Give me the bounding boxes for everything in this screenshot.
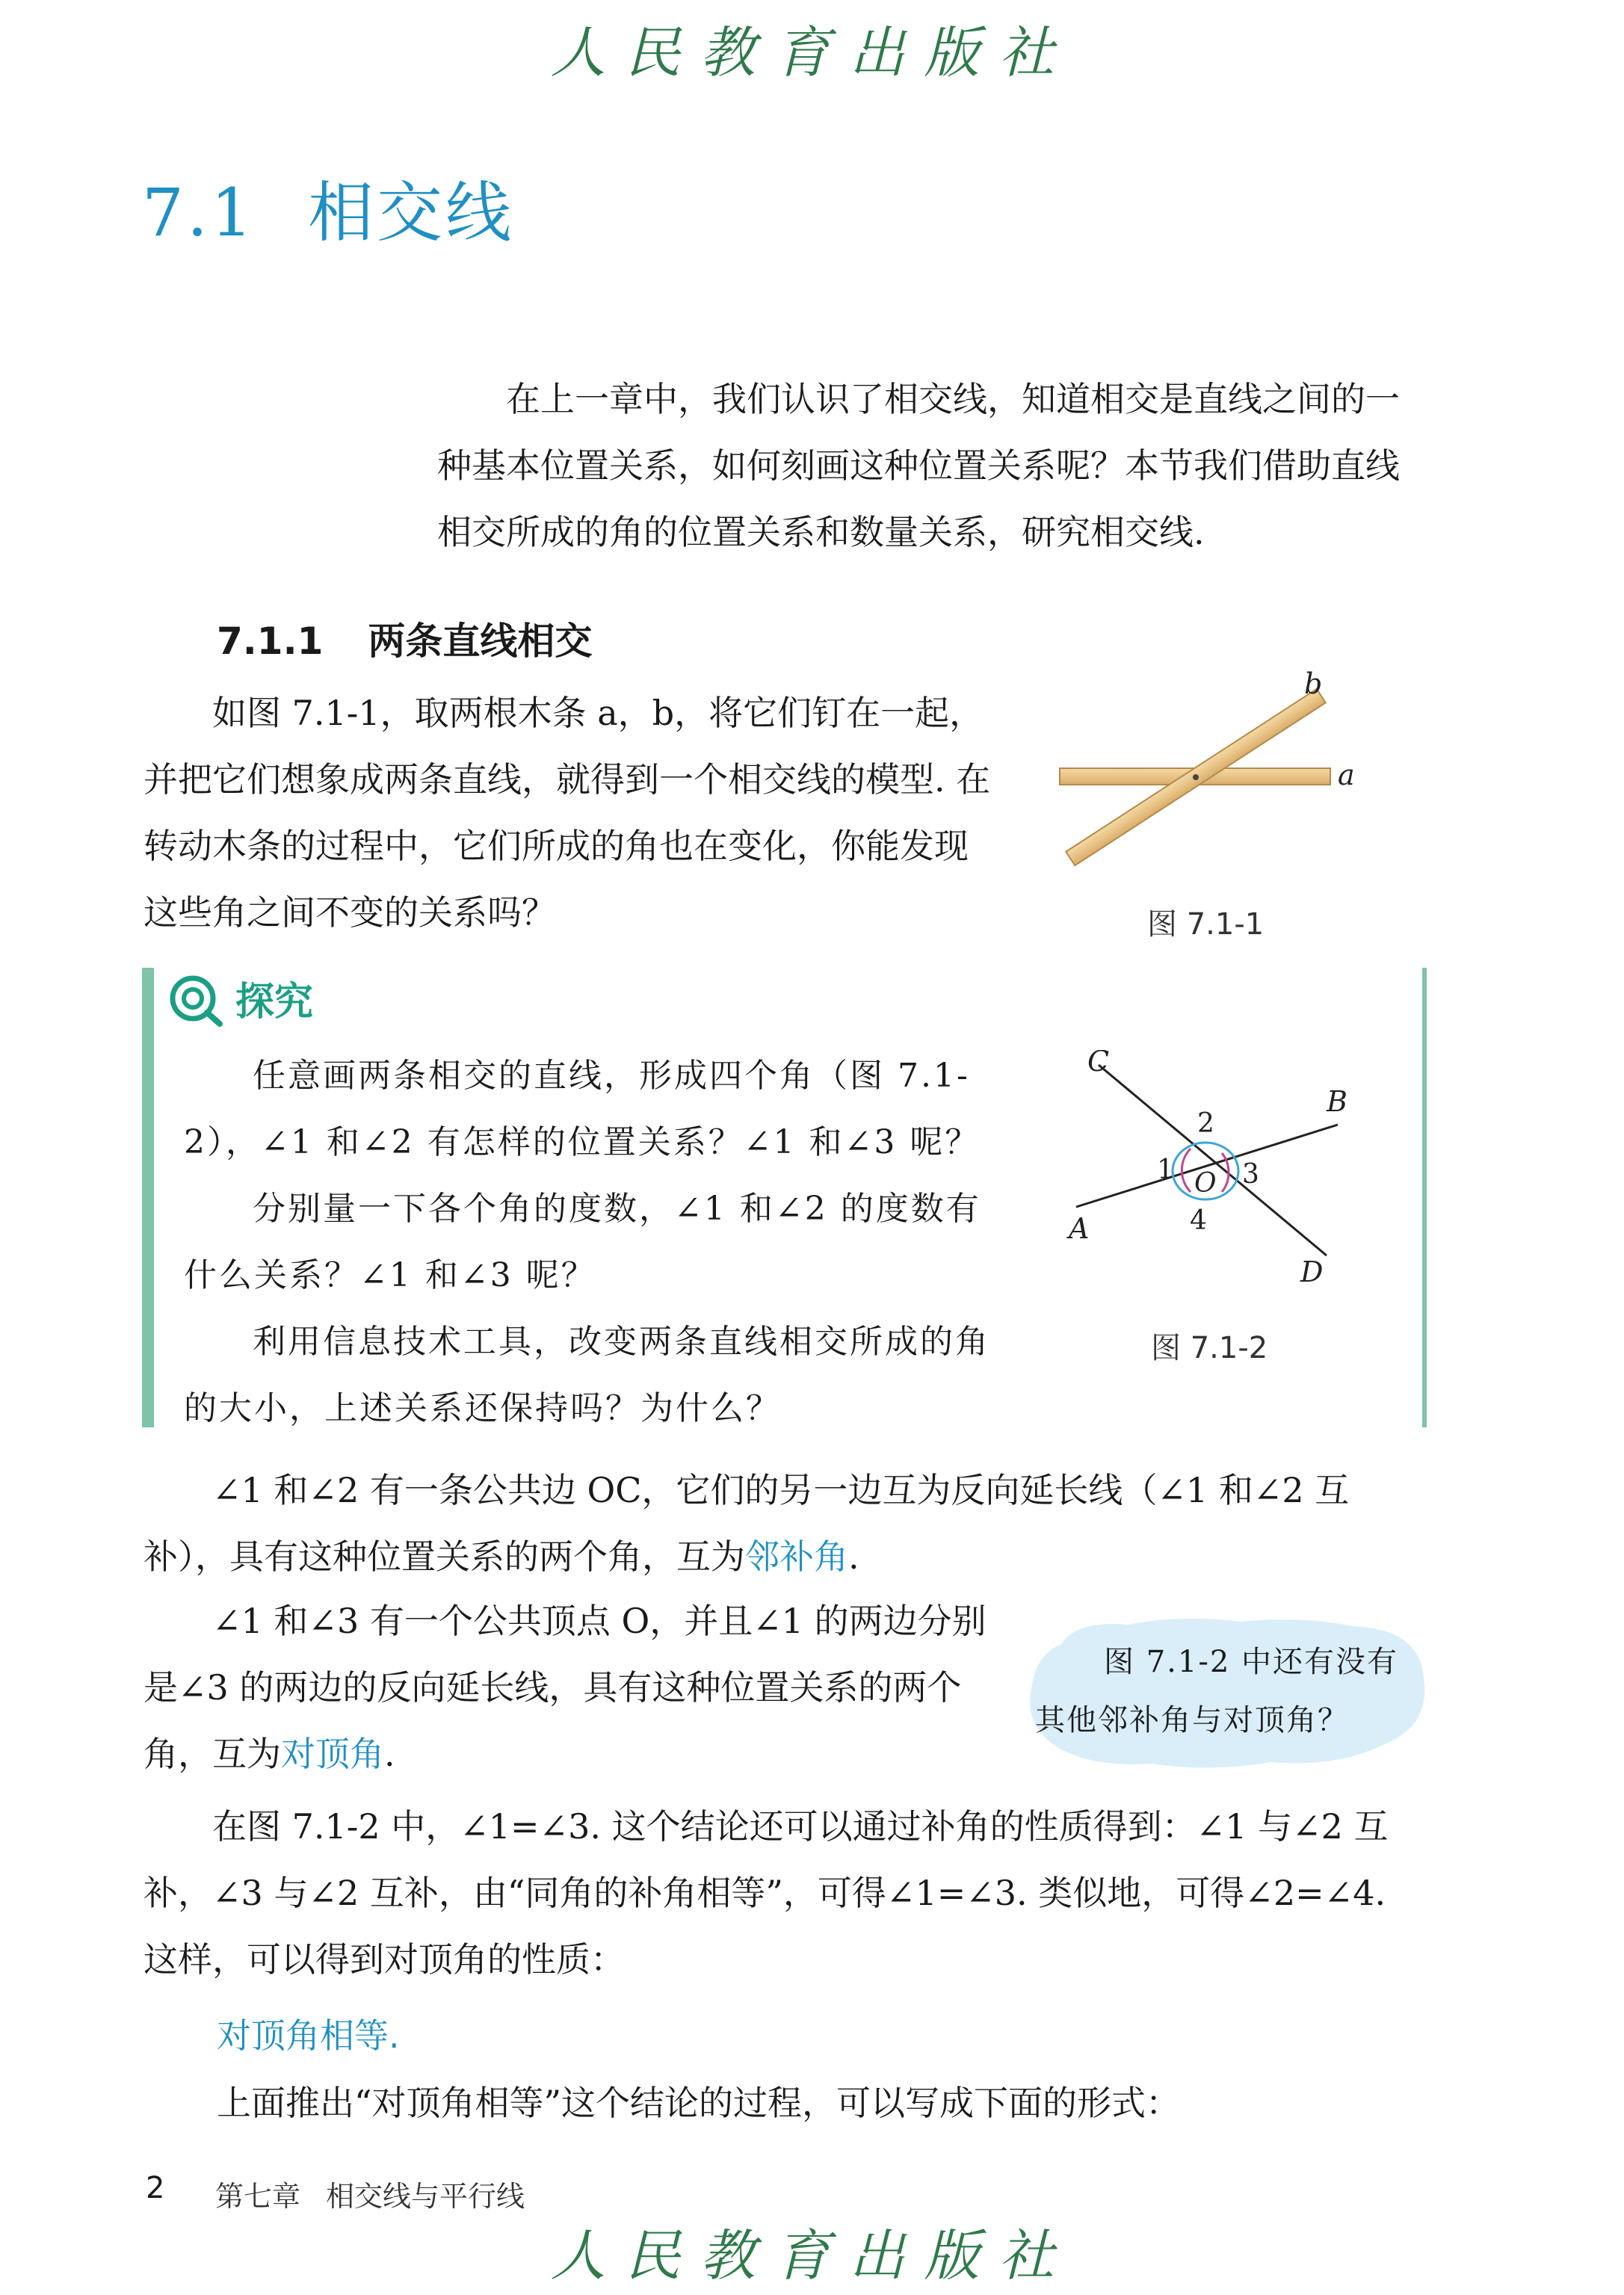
subsection-title xyxy=(217,611,592,665)
angle-label-2: 2 xyxy=(1197,1108,1214,1139)
label-b: b xyxy=(1304,667,1323,700)
publisher-watermark-bottom: 人民教育出版社 xyxy=(550,2224,1074,2288)
publisher-watermark: 人民教育出版社 xyxy=(550,21,1074,85)
paragraph-3 xyxy=(143,1588,995,1788)
explore-content xyxy=(184,1043,998,1442)
paragraph-1: 如图 7.1-1，取两根木条 a，b，将它们钉在一起，并把它们想象成两条直线，就得到一个相交线的模型. 在转动木条的过程中，它们所成的角也在变化，你能发现这些角之间不变的关系吗？ xyxy=(143,693,991,933)
point-d: D xyxy=(1300,1255,1324,1288)
subsection-number: 7.1.1 xyxy=(217,620,324,663)
paragraph-2 xyxy=(143,1457,1429,1590)
section-name: 相交线 xyxy=(307,174,514,251)
point-o: O xyxy=(1194,1168,1217,1199)
section-title xyxy=(142,161,514,255)
explore-right-border xyxy=(1422,968,1427,1427)
explore-title: 探究 xyxy=(235,980,314,1025)
vertical-angles-property: 对顶角相等. xyxy=(217,2016,400,2056)
chapter-number: 第七章 xyxy=(215,2180,301,2213)
point-b: B xyxy=(1327,1085,1347,1118)
explore-line-2: 分别量一下各个角的度数，∠1 和∠2 的度数有什么关系？∠1 和∠3 呢？ xyxy=(184,1190,981,1294)
figure-1-caption: 图 7.1-1 xyxy=(1147,907,1265,942)
point-c: C xyxy=(1087,1050,1110,1078)
angle-label-1: 1 xyxy=(1157,1155,1174,1185)
label-a: a xyxy=(1338,759,1355,791)
nail-icon xyxy=(1193,774,1199,780)
cloud-note: 图 7.1-2 中还有没有其他邻补角与对顶角？ xyxy=(1035,1645,1399,1738)
angle-label-4: 4 xyxy=(1190,1205,1207,1236)
figure-7-1-1 xyxy=(1054,665,1383,882)
paragraph-3-end: . xyxy=(384,1734,395,1774)
explore-line-3: 利用信息技术工具，改变两条直线相交所成的角的大小，上述关系还保持吗？为什么？ xyxy=(184,1323,990,1427)
paragraph-2-end: . xyxy=(848,1536,859,1577)
explore-sidebar xyxy=(142,968,154,1427)
chapter-title: 相交线与平行线 xyxy=(326,2180,525,2213)
paragraph-4: 在图 7.1-2 中，∠1=∠3. 这个结论还可以通过补角的性质得到：∠1 与∠2 互补，∠3 与∠2 互补，由“同角的补角相等”，可得∠1=∠3. 类似地，可得∠2=∠4. 这样，可以得到对顶角的性质： xyxy=(143,1806,1389,1980)
subsection-name: 两条直线相交 xyxy=(368,620,593,663)
angle-label-3: 3 xyxy=(1242,1159,1259,1190)
line-cd xyxy=(1099,1065,1327,1255)
figure-2-caption: 图 7.1-2 xyxy=(1151,1331,1268,1365)
term-vertical-angles: 对顶角 xyxy=(281,1734,384,1774)
paragraph-2-text: ∠1 和∠2 有一条公共边 OC，它们的另一边互为反向延长线（∠1 和∠2 互补），具有这种位置关系的两个角，互为 xyxy=(143,1470,1350,1577)
point-a: A xyxy=(1069,1212,1090,1245)
explore-line-1: 任意画两条相交的直线，形成四个角（图 7.1-2），∠1 和∠2 有怎样的位置关系？∠1 和∠3 呢？ xyxy=(184,1057,981,1161)
explore-icon xyxy=(166,972,226,1028)
page-number: 2 xyxy=(146,2171,165,2205)
chapter-footer xyxy=(215,2173,525,2214)
intro-paragraph: 在上一章中，我们认识了相交线，知道相交是直线之间的一种基本位置关系，如何刻画这种位置关系呢？本节我们借助直线相交所成的角的位置关系和数量关系，研究相交线. xyxy=(437,379,1400,552)
figure-7-1-2 xyxy=(1061,1050,1375,1297)
term-adjacent-supplementary: 邻补角 xyxy=(745,1536,848,1577)
paragraph-3-text: ∠1 和∠3 有一个公共顶点 O，并且∠1 的两边分别是∠3 的两边的反向延长线，具有这种位置关系的两个角，互为 xyxy=(143,1601,987,1774)
section-number: 7.1 xyxy=(142,174,256,251)
paragraph-5: 上面推出“对顶角相等”这个结论的过程，可以写成下面的形式： xyxy=(217,2083,1181,2123)
